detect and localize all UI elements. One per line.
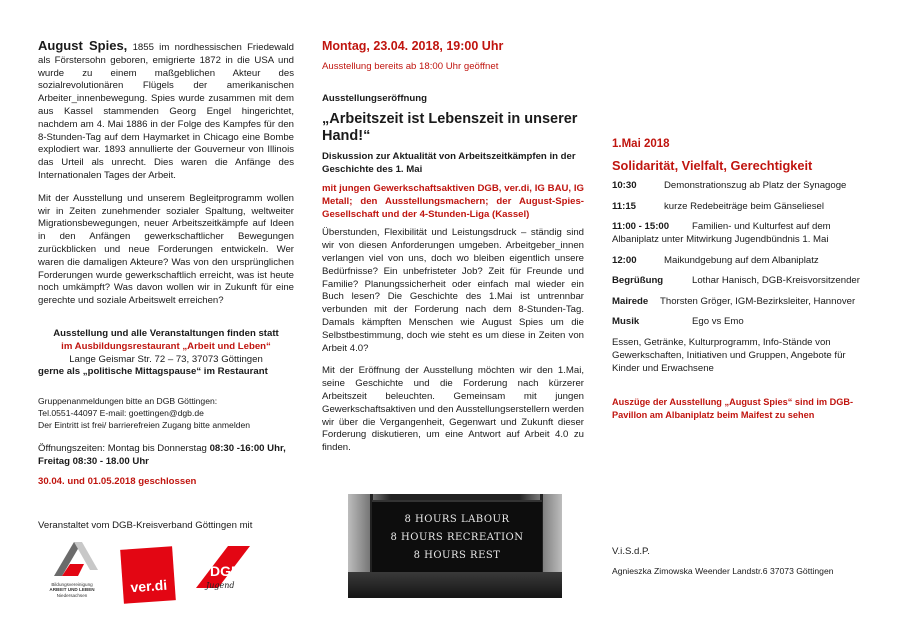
arbeit-und-leben-icon: [40, 538, 104, 582]
venue-line-2: im Ausbildungsrestaurant „Arbeit und Leben“: [61, 340, 271, 352]
arbeit-und-leben-logo: [40, 538, 104, 608]
closed-notice: 30.04. und 01.05.2018 geschlossen: [38, 475, 197, 487]
banner-line-3: 8 HOURS REST: [413, 550, 501, 561]
contact-line-3: Der Eintritt ist frei/ barrierefreien Zugang bitte anmelden: [38, 420, 251, 431]
organizer-line: Veranstaltet vom DGB-Kreisverband Göttingen mit: [38, 520, 253, 531]
banner: [372, 500, 542, 574]
banner-line-1: 8 HOURS LABOUR: [404, 514, 510, 525]
dgb-jugend-icon: [192, 544, 252, 594]
discussion-subtitle: Diskussion zur Aktualität von Arbeitszeitkämpfen in der Geschichte des 1. Mai: [322, 151, 576, 176]
intro-paragraph: [38, 40, 294, 183]
schedule-row: 11:00 - 15:00 Familien- und Kulturfest auf dem Albaniplatz unter Mitwirkung Jugendbündnis 1. Mai: [612, 221, 831, 245]
opening-hours: [38, 443, 294, 488]
venue-block: [38, 328, 294, 379]
purpose-paragraph: Mit der Ausstellung und unserem Begleitprogramm wollen wir in Zeiten zunehmender sozialer Spaltung, weltweiter Migrationsbewegungen, neuer Arbeitszeitkämpfe auf Ideen in den Anfängen gewerkschaftlicher Bewegungen zurückblicken und neue Forderungen entwickeln. Wer waren die damaligen Akteure? Was von den ursprünglichen Forderungen wurde gewerkschaftlich erreicht, was ist heute noch umkämpft? Was davon wollen wir in Zukunft für eine gerechte und soziale Arbeitswelt erreichen?: [38, 192, 294, 307]
schedule-row: Begrüßung Lothar Hanisch, DGB-Kreisvorsitzender: [612, 275, 860, 287]
schedule: [612, 180, 874, 375]
hours-prefix: Öffnungszeiten: Montag bis Donnerstag: [38, 443, 210, 455]
intro-lead: 1855 im nordhessischen: [127, 42, 242, 53]
responsible-person: Agnieszka Zimowska Weender Landstr.6 37073 Göttingen: [612, 566, 834, 576]
left-column: [38, 40, 294, 489]
schedule-row: Mairede Thorsten Gröger, IGM-Bezirksleiter, Hannover: [612, 295, 856, 307]
partner-logos: [40, 538, 290, 608]
svg-text:DGB: DGB: [210, 563, 242, 579]
schedule-row: 12:00 Maikundgebung auf dem Albaniplatz: [612, 254, 819, 266]
contact-block: [38, 395, 294, 431]
contact-line-2: Tel.0551-44097 E-mail: goettingen@dgb.de: [38, 408, 204, 419]
may-date: 1.Mai 2018: [612, 138, 670, 150]
verdi-logo: [120, 546, 176, 603]
verdi-logo-text: ver.di: [129, 576, 168, 596]
schedule-row: Musik Ego vs Emo: [612, 316, 744, 328]
arbeit-und-leben-caption: Bildungsvereinigung ARBEIT UND LEBEN Niedersachsen: [49, 582, 95, 598]
open-note: Ausstellung bereits ab 18:00 Uhr geöffnet: [322, 60, 499, 72]
visdp-label: V.i.S.d.P.: [612, 546, 650, 557]
contact-line-1: Gruppenanmeldungen bitte an DGB Göttingen:: [38, 396, 218, 407]
body-paragraph-1: Überstunden, Flexibilität und Leistungsdruck – ständig sind wir von diesen Anforderungen umgeben. Arbeitgeber_innen verlangen viel von uns, doch wo bleiben eigentlich unsere Bedürfnisse? Ein unbefristeter Job? Zeit für Freunde und Familie? Planungssicherheit oder einfach mal wieder ein Buch lesen? Die Geschichte des 1.Mai ist untrennbar verbunden mit der Forderung nach dem 8-Stunden-Tag. Damals kämpften Menschen wie August Spies um die Selbstbestimmung, doch wie steht es um diese in Zeiten von Arbeit 4.0?: [322, 227, 584, 354]
svg-text:Jugend: Jugend: [206, 581, 235, 590]
intro-name: August Spies,: [38, 38, 128, 53]
hours-mon-thu: 08:30 -16:00 Uhr,: [209, 443, 286, 455]
hours-fri: Freitag 08:30 - 18.00 Uhr: [38, 455, 149, 467]
middle-column: [322, 40, 584, 455]
venue-line-1: Ausstellung und alle Veranstaltungen finden statt: [53, 327, 279, 339]
historic-banner-photo: [348, 494, 562, 598]
event-date: Montag, 23.04. 2018, 19:00 Uhr: [322, 39, 504, 53]
opening-label: Ausstellungseröffnung: [322, 92, 427, 104]
banner-line-2: 8 HOURS RECREATION: [390, 532, 524, 543]
participants: mit jungen Gewerkschaftsaktiven DGB, ver.di, IG BAU, IG Metall; den Ausstellungsmachern; der August-Spies-Gesellschaft und der 4-Stunden-Liga (Kassel): [322, 182, 584, 220]
excerpt-notice: Auszüge der Ausstellung „August Spies“ sind im DGB-Pavillon am Albaniplatz beim Maifest zu sehen: [612, 397, 854, 420]
schedule-row: 10:30 Demonstrationszug ab Platz der Synagoge: [612, 180, 847, 191]
schedule-row: 11:15 kurze Redebeiträge beim Gänseliesel: [612, 200, 824, 212]
motto: Solidarität, Vielfalt, Gerechtigkeit: [612, 158, 813, 173]
body-paragraph-2: Mit der Eröffnung der Ausstellung möchten wir den 1.Mai, seine Geschichte und die Forderung nach kürzerer Arbeitszeit beleuchten. Gemeinsam mit jungen Gewerkschaftsaktiven und den Ausstellungserstellern werden wir über die Vergangenheit, Gegenwart und Zukunft dieser Forderung diskutieren, um eine Antwort auf Arbeit 4.0 zu finden.: [322, 365, 584, 454]
extras-text: Essen, Getränke, Kulturprogramm, Info-Stände von Gewerkschaften, Initiativen und Gruppen, Angebote für Kinder und Erwachsene: [612, 336, 846, 374]
venue-line-4: gerne als „politische Mittagspause“ im Restaurant: [38, 366, 268, 378]
intro-text: Friedewald als Förstersohn geboren, emigrierte 1872 in die USA und wurde zu einem maßgeblichen Akteur des sozialrevolutionären Flügels der amerikanischen Arbeiter_innenbewegung. Spies wurde zusammen mit dem aus Kassel stammenden Georg Engel hingerichtet, nachdem am 4. Mai 1886 in der Folge des Kampfes für den 8-Stunden-Tag auf dem Haymarket in Chicago eine Bombe explodiert war. 1893 annullierte der Gouverneur von Illinois das Urteil als unrecht. Dies waren die Anfänge des Internationalen Tages der Arbeit.: [38, 42, 294, 181]
dgb-jugend-logo: [192, 544, 252, 590]
venue-address: Lange Geismar Str. 72 – 73, 37073 Göttingen: [69, 353, 263, 365]
event-title: „Arbeitszeit ist Lebenszeit in unserer Hand!“: [322, 111, 578, 145]
